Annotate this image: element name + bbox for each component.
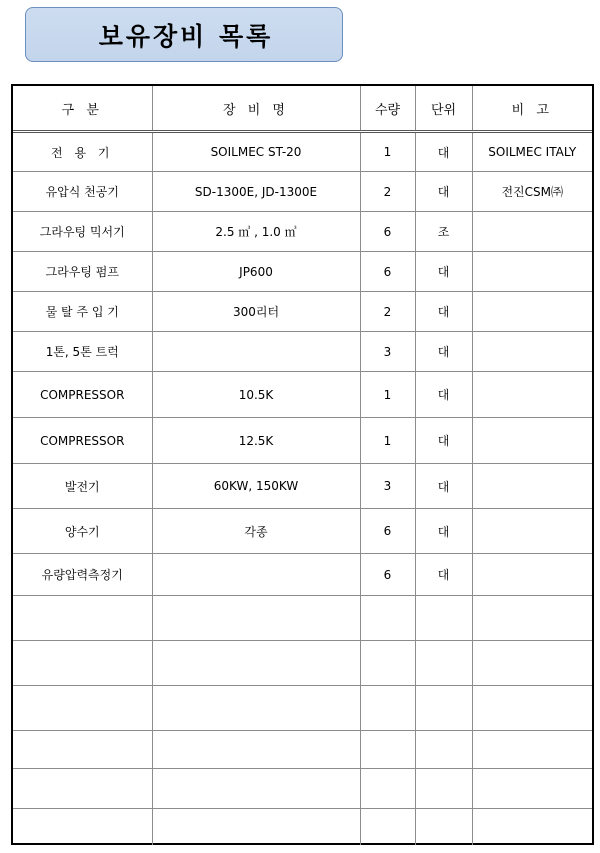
table-row (13, 809, 592, 845)
cell-note (472, 332, 592, 372)
cell-unit (415, 686, 472, 731)
cell-qty: 6 (360, 554, 415, 596)
equipment-sheet (11, 84, 594, 845)
cell-name (152, 641, 360, 686)
cell-note (472, 731, 592, 769)
header-category: 구 분 (13, 86, 152, 132)
cell-category: 발전기 (13, 464, 152, 509)
header-qty: 수량 (360, 86, 415, 132)
cell-category: 1톤, 5톤 트럭 (13, 332, 152, 372)
table-row (13, 596, 592, 641)
table-row (13, 252, 592, 292)
table-row (13, 372, 592, 418)
cell-category: 그라우팅 믹서기 (13, 212, 152, 252)
cell-note (472, 292, 592, 332)
cell-unit (415, 641, 472, 686)
cell-category: 유량압력측정기 (13, 554, 152, 596)
cell-qty: 1 (360, 372, 415, 418)
table-row (13, 132, 592, 172)
table-row (13, 464, 592, 509)
cell-unit: 대 (415, 252, 472, 292)
cell-qty (360, 731, 415, 769)
cell-name: 60KW, 150KW (152, 464, 360, 509)
cell-category: COMPRESSOR (13, 372, 152, 418)
cell-unit: 대 (415, 132, 472, 172)
table-row (13, 731, 592, 769)
cell-qty (360, 641, 415, 686)
cell-name: SD-1300E, JD-1300E (152, 172, 360, 212)
cell-unit: 대 (415, 332, 472, 372)
cell-qty: 6 (360, 509, 415, 554)
cell-note (472, 464, 592, 509)
cell-note (472, 418, 592, 464)
header-note: 비 고 (472, 86, 592, 132)
cell-qty (360, 686, 415, 731)
cell-name (152, 596, 360, 641)
cell-note (472, 809, 592, 845)
cell-note: 전진CSM㈜ (472, 172, 592, 212)
table-row (13, 418, 592, 464)
cell-category: 물 탈 주 입 기 (13, 292, 152, 332)
cell-note (472, 769, 592, 809)
cell-name (152, 554, 360, 596)
cell-note (472, 686, 592, 731)
cell-name: 각종 (152, 509, 360, 554)
cell-unit: 대 (415, 554, 472, 596)
cell-name: JP600 (152, 252, 360, 292)
cell-unit: 대 (415, 372, 472, 418)
cell-name: 2.5 ㎥ , 1.0 ㎥ (152, 212, 360, 252)
cell-unit (415, 769, 472, 809)
cell-note (472, 212, 592, 252)
cell-name (152, 731, 360, 769)
cell-category (13, 641, 152, 686)
cell-note (472, 554, 592, 596)
cell-name: 12.5K (152, 418, 360, 464)
table-row (13, 172, 592, 212)
cell-category: COMPRESSOR (13, 418, 152, 464)
cell-qty: 2 (360, 172, 415, 212)
cell-unit: 조 (415, 212, 472, 252)
cell-unit: 대 (415, 418, 472, 464)
cell-unit: 대 (415, 509, 472, 554)
table-row (13, 332, 592, 372)
cell-qty: 1 (360, 132, 415, 172)
cell-category: 양수기 (13, 509, 152, 554)
cell-category (13, 686, 152, 731)
table-row (13, 686, 592, 731)
cell-name (152, 332, 360, 372)
table-header-row (13, 86, 592, 132)
cell-note (472, 641, 592, 686)
cell-qty (360, 809, 415, 845)
table-row (13, 641, 592, 686)
cell-name: SOILMEC ST-20 (152, 132, 360, 172)
table-row (13, 212, 592, 252)
cell-note (472, 596, 592, 641)
cell-unit: 대 (415, 172, 472, 212)
cell-category: 전 용 기 (13, 132, 152, 172)
cell-qty: 1 (360, 418, 415, 464)
cell-note (472, 509, 592, 554)
header-unit: 단위 (415, 86, 472, 132)
cell-qty: 3 (360, 464, 415, 509)
table-row (13, 292, 592, 332)
cell-qty (360, 769, 415, 809)
cell-qty: 2 (360, 292, 415, 332)
cell-category (13, 596, 152, 641)
cell-qty: 3 (360, 332, 415, 372)
table-row (13, 769, 592, 809)
cell-unit (415, 596, 472, 641)
cell-note (472, 252, 592, 292)
cell-unit (415, 809, 472, 845)
cell-qty (360, 596, 415, 641)
cell-qty: 6 (360, 212, 415, 252)
cell-category (13, 769, 152, 809)
cell-category (13, 731, 152, 769)
cell-name (152, 686, 360, 731)
title-banner (25, 7, 343, 62)
equipment-table (13, 86, 592, 845)
cell-category: 그라우팅 펌프 (13, 252, 152, 292)
table-row (13, 509, 592, 554)
cell-category (13, 809, 152, 845)
table-row (13, 554, 592, 596)
cell-category: 유압식 천공기 (13, 172, 152, 212)
cell-name: 300리터 (152, 292, 360, 332)
page-title: 보유장비 목록 (98, 21, 274, 51)
cell-name (152, 809, 360, 845)
cell-name: 10.5K (152, 372, 360, 418)
cell-unit: 대 (415, 292, 472, 332)
cell-unit: 대 (415, 464, 472, 509)
header-name: 장 비 명 (152, 86, 360, 132)
cell-qty: 6 (360, 252, 415, 292)
cell-unit (415, 731, 472, 769)
cell-note: SOILMEC ITALY (472, 132, 592, 172)
cell-name (152, 769, 360, 809)
cell-note (472, 372, 592, 418)
